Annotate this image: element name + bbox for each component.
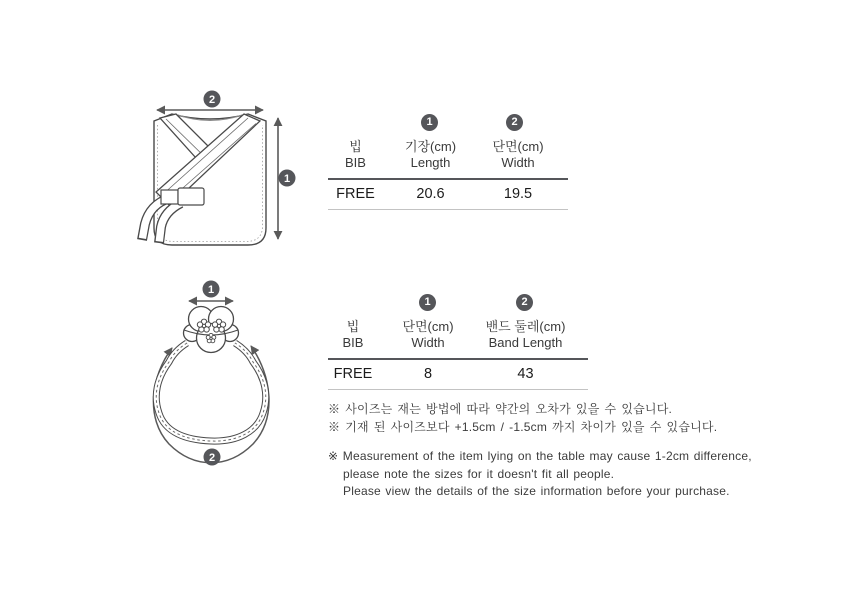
column-badge-2: 2 — [506, 114, 523, 131]
bib-width-marker-badge — [204, 91, 221, 108]
header-item — [328, 317, 378, 358]
header-width — [478, 137, 558, 178]
size-table-bottom-badges — [328, 294, 588, 311]
column-badge-1: 1 — [419, 294, 436, 311]
size-notes-english — [328, 448, 752, 501]
band-diagram — [145, 280, 295, 475]
note-ko-line2: ※ 기재 된 사이즈보다 +1.5cm / -1.5cm 까지 차이가 있을 수 있습니다. — [328, 420, 718, 434]
bib-diagram — [120, 85, 305, 255]
bib-length-marker-badge — [279, 170, 296, 187]
bib-width-marker-number: 2 — [208, 94, 216, 106]
note-en-line3: Please view the details of the size information before your purchase. — [343, 484, 730, 498]
table-row — [328, 180, 568, 210]
band-length-marker-badge — [204, 449, 221, 466]
header-width-ko: 단면(cm) — [402, 319, 454, 334]
header-item — [328, 137, 383, 178]
header-width-en: Width — [411, 335, 445, 350]
column-badge-1: 1 — [421, 114, 438, 131]
table-row — [328, 360, 588, 390]
flower-ornament — [184, 307, 239, 353]
size-free-cell: FREE — [333, 366, 373, 382]
header-band-length-en: Band Length — [488, 335, 563, 350]
size-table-top-badges — [328, 114, 568, 131]
header-length — [383, 137, 478, 178]
band-width-marker-number: 1 — [207, 284, 215, 296]
length-value-cell: 20.6 — [416, 186, 445, 202]
band-braided-loop — [156, 343, 266, 441]
header-item-ko: 빕 — [346, 319, 360, 334]
size-free-cell: FREE — [336, 186, 375, 202]
band-length-value-cell: 43 — [517, 366, 534, 382]
header-width-ko: 단면(cm) — [492, 139, 544, 154]
width-value-cell: 19.5 — [503, 186, 533, 202]
note-en-line2: please note the sizes for it doesn't fit all people. — [343, 466, 615, 481]
bib-length-marker-number: 1 — [283, 173, 291, 185]
header-band-length-ko: 밴드 둘레(cm) — [485, 319, 566, 334]
note-ko-line1: ※ 사이즈는 재는 방법에 따라 약간의 오차가 있을 수 있습니다. — [328, 402, 673, 416]
header-length-ko: 기장(cm) — [404, 139, 457, 154]
header-width-en: Width — [501, 155, 535, 170]
size-table-bottom-header — [328, 317, 588, 360]
size-notes-korean — [328, 400, 717, 436]
header-item-en: BIB — [342, 335, 364, 350]
header-band-length — [478, 317, 573, 358]
size-table-top-header — [328, 137, 568, 180]
header-item-en: BIB — [345, 155, 366, 170]
header-width — [378, 317, 478, 358]
band-length-marker-number: 2 — [208, 452, 216, 464]
size-table-bottom — [328, 294, 588, 390]
header-item-ko: 빕 — [349, 139, 362, 154]
size-table-top — [328, 114, 568, 210]
header-length-en: Length — [410, 155, 451, 170]
width-value-cell: 8 — [423, 366, 433, 382]
band-width-marker-badge — [203, 281, 220, 298]
note-en-line1: ※ Measurement of the item lying on the table may cause 1-2cm difference, — [328, 449, 752, 463]
column-badge-2: 2 — [516, 294, 533, 311]
